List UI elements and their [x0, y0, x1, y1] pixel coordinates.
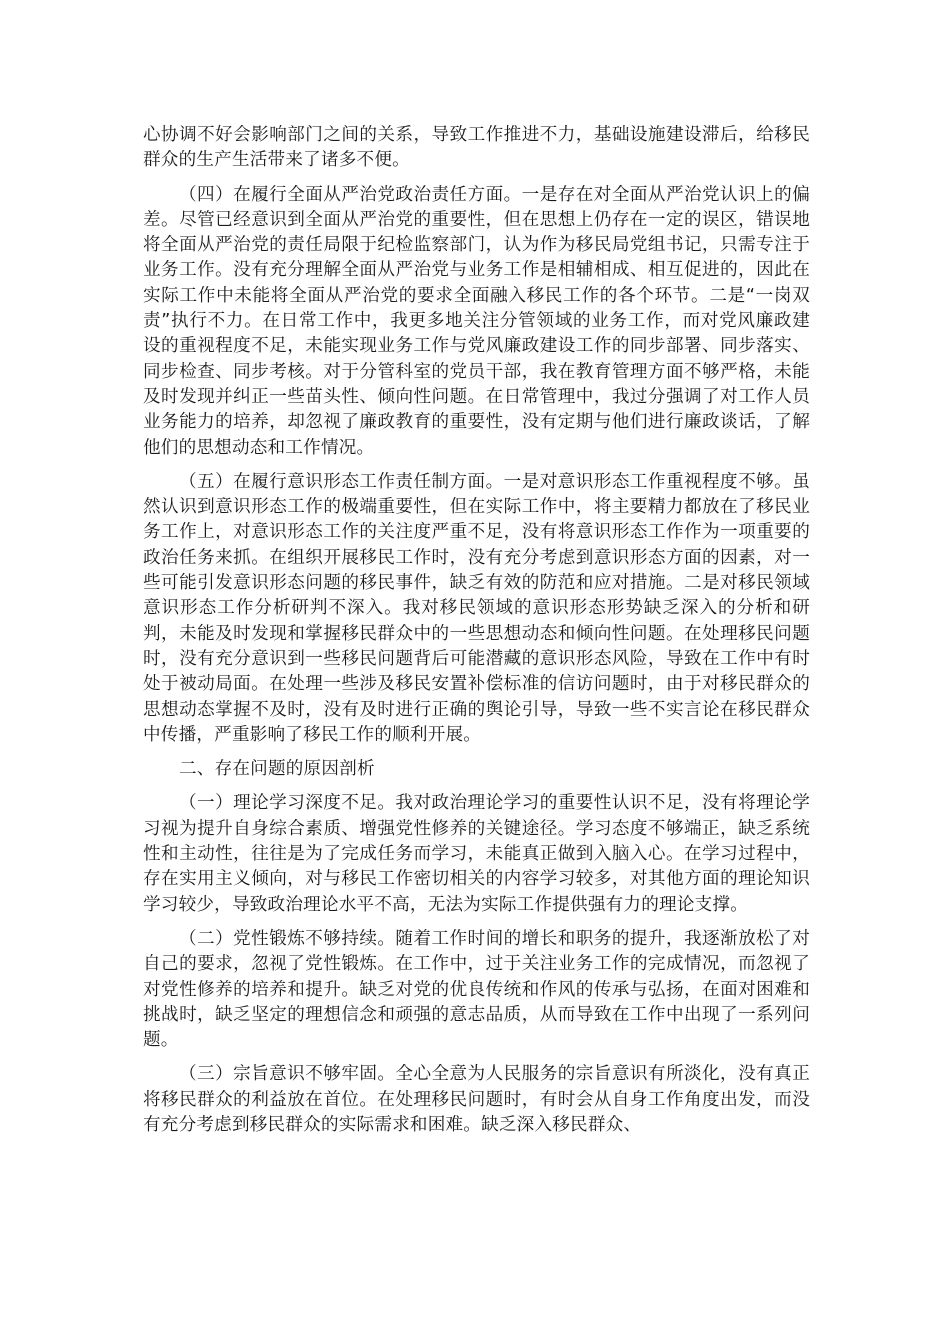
paragraph-section-four: （四）在履行全面从严治党政治责任方面。一是存在对全面从严治党认识上的偏差。尽管已经意识到全面从严治党的重要性，但在思想上仍存在一定的误区，错误地将全面从严治党的责任局限于纪检监察部门，认为作为移民局党组书记，只需专注于业务工作。没有充分理解全面从严治党与业务工作是相辅相成、相互促进的，因此在实际工作中未能将全面从严治党的要求全面融入移民工作的各个环节。二是“一岗双责”执行不力。在日常工作中，我更多地关注分管领域的业务工作，而对党风廉政建设的重视程度不足，未能实现业务工作与党风廉政建设工作的同步部署、同步落实、同步检查、同步考核。对于分管科室的党员干部，我在教育管理方面不够严格，未能及时发现并纠正一些苗头性、倾向性问题。在日常管理中，我过分强调了对工作人员业务能力的培养，却忽视了廉政教育的重要性，没有定期与他们进行廉政谈话，了解他们的思想动态和工作情况。: [143, 184, 810, 458]
document-page: [143, 123, 810, 1147]
paragraph-continuation: 心协调不好会影响部门之间的关系，导致工作推进不力，基础设施建设滞后，给移民群众的生产生活带来了诸多不便。: [143, 125, 810, 171]
section-heading-cause-analysis: 二、存在问题的原因剖析: [179, 759, 375, 780]
paragraph-section-five: （五）在履行意识形态工作责任制方面。一是对意识形态工作重视程度不够。虽然认识到意识形态工作的极端重要性，但在实际工作中，将主要精力都放在了移民业务工作上，对意识形态工作的关注度严重不足，没有将意识形态工作作为一项重要的政治任务来抓。在组织开展移民工作时，没有充分考虑到意识形态方面的因素，对一些可能引发意识形态问题的移民事件，缺乏有效的防范和应对措施。二是对移民领域意识形态工作分析研判不深入。我对移民领域的意识形态形势缺乏深入的分析和研判，未能及时发现和掌握移民群众中的一些思想动态和倾向性问题。在处理移民问题时，没有充分意识到一些移民问题背后可能潜藏的意识形态风险，导致在工作中有时处于被动局面。在处理一些涉及移民安置补偿标准的信访问题时，由于对移民群众的思想动态掌握不及时，没有及时进行正确的舆论引导，导致一些不实言论在移民群众中传播，严重影响了移民工作的顺利开展。: [143, 471, 810, 745]
paragraph-cause-two: （二）党性锻炼不够持续。随着工作时间的增长和职务的提升，我逐渐放松了对自己的要求，忽视了党性锻炼。在工作中，过于关注业务工作的完成情况，而忽视了对党性修养的培养和提升。缺乏对党的优良传统和作风的传承与弘扬，在面对困难和挑战时，缺乏坚定的理想信念和顽强的意志品质，从而导致在工作中出现了一系列问题。: [143, 928, 810, 1051]
paragraph-cause-three: （三）宗旨意识不够牢固。全心全意为人民服务的宗旨意识有所淡化，没有真正将移民群众的利益放在首位。在处理移民问题时，有时会从自身工作角度出发，而没有充分考虑到移民群众的实际需求和困难。缺乏深入移民群众、: [143, 1064, 810, 1135]
paragraph-cause-one: （一）理论学习深度不足。我对政治理论学习的重要性认识不足，没有将理论学习视为提升自身综合素质、增强党性修养的关键途径。学习态度不够端正，缺乏系统性和主动性，往往是为了完成任务而学习，未能真正做到入脑入心。在学习过程中，存在实用主义倾向，对与移民工作密切相关的内容学习较多，对其他方面的理论知识学习较少，导致政治理论水平不高，无法为实际工作提供强有力的理论支撑。: [143, 793, 810, 915]
